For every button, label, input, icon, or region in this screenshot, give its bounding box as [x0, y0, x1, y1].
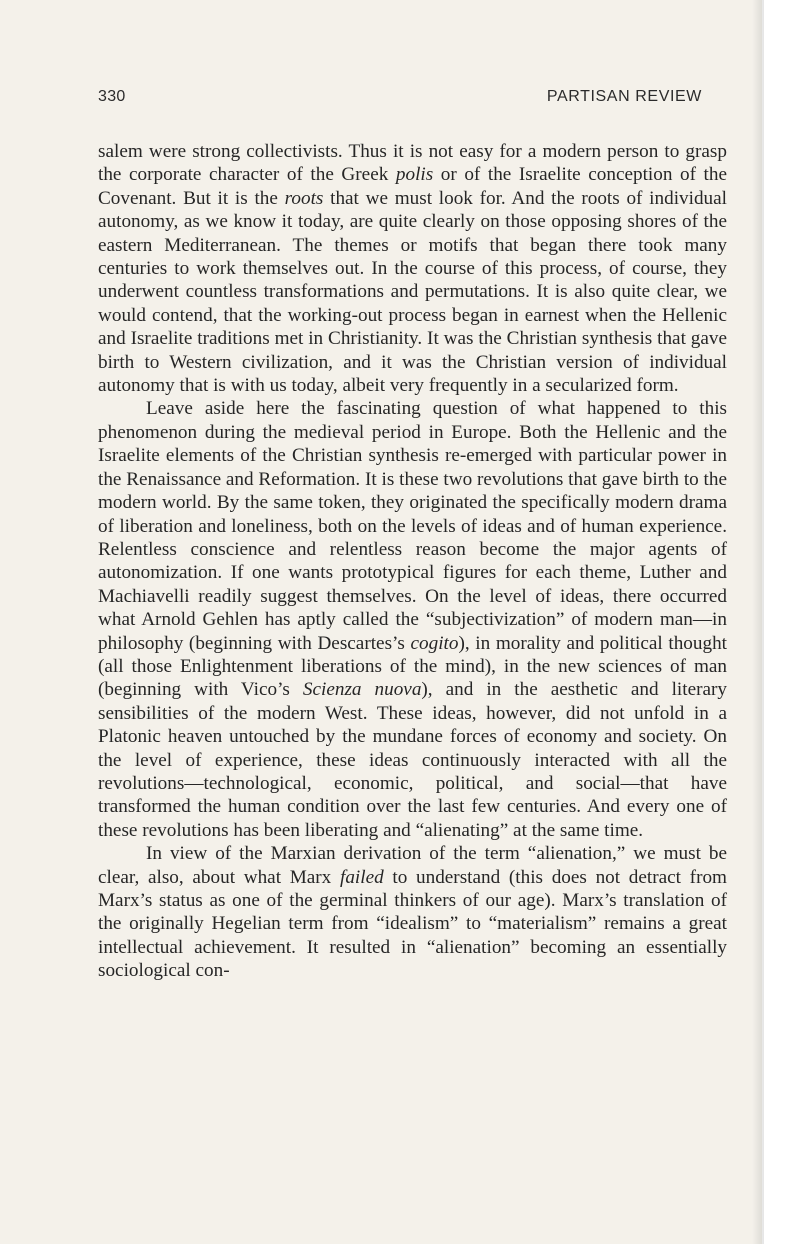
text-segment: or of the Israelite conception of the Covenant. But it is the [98, 164, 727, 209]
text-segment: ), and in the aesthetic and literary sensibilities of the modern West. These ideas, however, did not unfold in a Platonic heaven untouched by the mundane forces of economy and society. On the level of experience, these ideas continuously interacted with all the revolutions—technological, economic, political, and social—that have transformed the human condition over the last few centuries. And every one of these revolutions has been liberating and “alienating” at the same time. [98, 679, 727, 841]
text-segment: to understand (this does not detract from Marx’s status as one of the germinal thinkers of our age). Marx’s translation of the originally Hegelian term from “idealism” to “materialism” remains a great intellectual achievement. It resulted in “alienation” becoming an essentially sociological con- [98, 866, 727, 982]
italic-term-failed: failed [339, 866, 384, 888]
body-text [98, 140, 727, 983]
text-segment: that we must look for. And the roots of individual autonomy, as we know it today, are quite clearly on those opposing shores of the eastern Mediterranean. The themes or motifs that began there took many centuries to work themselves out. In the course of this process, of course, they underwent countless transformations and permutations. It is also quite clear, we would contend, that the working-out process began in earnest when the Hellenic and Israelite traditions met in Christianity. It was the Christian synthesis that gave birth to Western civilization, and it was the Christian version of individual autonomy that is with us today, albeit very frequently in a secularized form. [98, 187, 727, 397]
italic-term-roots: roots [284, 187, 324, 209]
italic-title-scienza-nuova: Scienza nuova [302, 679, 422, 701]
running-head: PARTISAN REVIEW [546, 88, 702, 105]
text-segment: salem were strong collectivists. Thus it is not easy for a modern person to grasp the corporate character of the Greek [98, 141, 727, 186]
paragraph-1 [98, 140, 727, 397]
paragraph-2 [98, 397, 727, 842]
text-segment: ), in morality and political thought (all those Enlightenment liberations of the mind), in the new sciences of man (beginning with Vico’s [98, 632, 727, 701]
italic-term-cogito: cogito [410, 632, 459, 654]
page-edge-shadow [752, 0, 764, 1244]
paragraph-3 [98, 842, 727, 982]
text-segment: In view of the Marxian derivation of the term “alienation,” we must be clear, also, about what Marx [98, 843, 727, 888]
text-segment: Leave aside here the fascinating question of what happened to this phenomenon during the medieval period in Europe. Both the Hellenic and the Israelite elements of the Christian synthesis re-emerged with particular power in the Renaissance and Reformation. It is these two revolutions that gave birth to the modern world. By the same token, they originated the specifically modern drama of liberation and loneliness, both on the levels of ideas and of human experience. Relentless conscience and relentless reason become the major agents of autonomization. If one wants prototypical figures for each theme, Luther and Machiavelli readily suggest themselves. On the level of ideas, there occurred what Arnold Gehlen has aptly called the “subjectivization” of modern man—in philosophy (beginning with Descartes’s [98, 398, 727, 654]
italic-term-polis: polis [395, 164, 434, 186]
page-number: 330 [98, 88, 126, 105]
